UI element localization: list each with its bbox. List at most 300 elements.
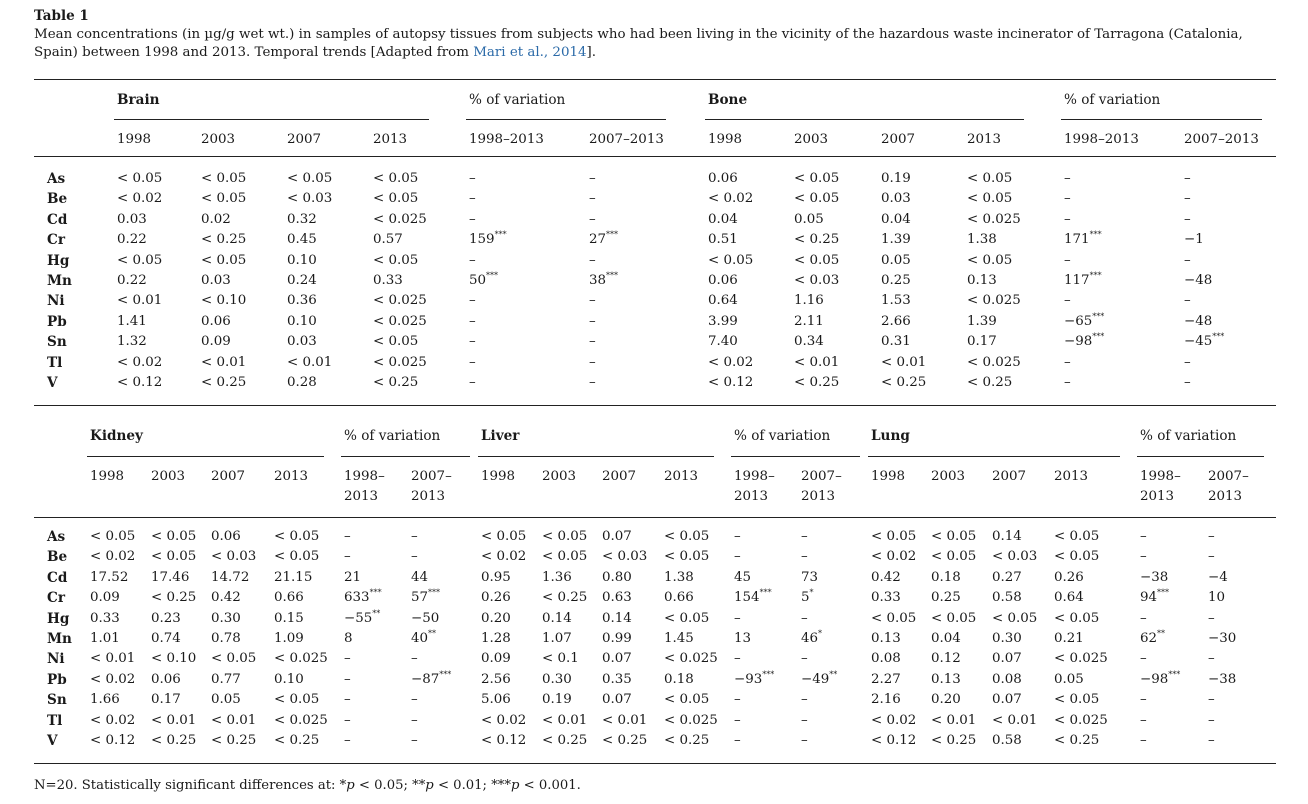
caption-end: ]. [586, 45, 596, 60]
table-cell: 0.26 [1054, 569, 1084, 585]
table-cell: 0.07 [602, 651, 632, 667]
table-cell: – [734, 712, 741, 728]
table-cell: 0.58 [992, 590, 1022, 606]
table-cell: < 0.01 [542, 712, 588, 728]
table-cell: 94*** [1140, 588, 1170, 606]
table-cell: 73 [801, 569, 819, 585]
table-cell: < 0.05 [794, 252, 840, 268]
table-cell: – [344, 712, 351, 728]
table-cell: < 0.12 [871, 733, 917, 748]
table-cell: – [1140, 549, 1147, 565]
table-cell: 2.56 [481, 671, 511, 687]
table-cell: < 0.05 [871, 529, 917, 544]
table-cell: < 0.025 [274, 651, 328, 667]
table-cell: – [734, 651, 741, 667]
table-cell: – [589, 171, 596, 186]
column-header: 2007 [992, 469, 1027, 484]
table-cell: – [734, 549, 741, 565]
element-label: Pb [47, 671, 67, 688]
table-cell: < 0.25 [151, 733, 197, 748]
table-cell: 0.09 [90, 590, 120, 606]
table-cell: – [1208, 610, 1215, 626]
element-label: Pb [47, 313, 67, 330]
group-header: % of variation [1064, 92, 1161, 108]
table-cell: −38 [1140, 569, 1169, 585]
table-cell: < 0.02 [871, 549, 917, 565]
table-cell: < 0.05 [967, 252, 1013, 268]
table-cell: – [1064, 252, 1071, 268]
table-cell: < 0.025 [967, 211, 1021, 227]
table-cell: 0.10 [287, 313, 317, 329]
table-cell: 117*** [1064, 271, 1102, 288]
table-cell: < 0.05 [1054, 529, 1100, 544]
table-cell: 38*** [589, 271, 619, 288]
table-cell: 0.24 [287, 273, 317, 288]
column-header: 2007–2013 [589, 132, 664, 147]
group-header: % of variation [469, 92, 566, 108]
table-cell: – [1208, 733, 1215, 748]
table-cell: < 0.025 [1054, 712, 1108, 728]
table-cell: < 0.12 [481, 733, 527, 748]
table-cell: < 0.025 [664, 651, 718, 667]
group-header: Liver [481, 428, 520, 444]
group-underline [868, 456, 1120, 457]
column-header: 2007 [602, 469, 637, 484]
table-cell: < 0.25 [201, 375, 247, 390]
table-cell: 0.36 [287, 293, 317, 309]
table-cell: < 0.03 [211, 549, 257, 565]
table-cell: – [801, 712, 808, 728]
table-cell: 0.12 [931, 651, 961, 667]
table-cell: 0.03 [287, 334, 317, 350]
table-cell: < 0.05 [664, 610, 710, 626]
table-cell: −87*** [411, 669, 452, 687]
header-rule [34, 156, 1276, 157]
table-cell: 0.95 [481, 569, 511, 585]
column-header: 2013 [373, 132, 408, 147]
table-cell: < 0.01 [992, 712, 1038, 728]
table-cell: – [734, 692, 741, 708]
section-rule [34, 405, 1276, 406]
table-cell: 0.09 [481, 651, 511, 667]
table-cell: 0.30 [992, 631, 1022, 646]
table-cell: 0.06 [708, 273, 738, 288]
table-cell: – [469, 354, 476, 370]
table-cell: – [734, 610, 741, 626]
table-cell: −98*** [1064, 332, 1105, 350]
table-cell: < 0.05 [211, 651, 257, 667]
column-header: 2007 [881, 132, 916, 147]
column-header: 2013 [274, 469, 309, 484]
table-cell: 1.01 [90, 631, 120, 646]
table-cell: −65*** [1064, 311, 1105, 329]
table-cell: < 0.05 [90, 529, 136, 544]
table-cell: 1.45 [664, 631, 694, 646]
column-header: 1998–2013 [469, 132, 544, 147]
column-header: 2003 [542, 469, 577, 484]
table-cell: – [1184, 293, 1191, 309]
element-label: Be [47, 191, 68, 208]
table-cell: – [734, 529, 741, 544]
column-header: 2013 [1054, 469, 1089, 484]
table-cell: < 0.25 [542, 733, 588, 748]
table-cell: 0.07 [602, 692, 632, 708]
table-cell: – [1140, 733, 1147, 748]
table-cell: 1.66 [90, 692, 120, 708]
table-cell: < 0.02 [90, 712, 136, 728]
table-cell: 633*** [344, 588, 382, 606]
table-cell: – [344, 651, 351, 667]
table-cell: – [1184, 375, 1191, 390]
table-cell: – [801, 651, 808, 667]
table-cell: 0.74 [151, 631, 181, 646]
column-header: 2007– 2013 [801, 469, 842, 504]
table-cell: 5.06 [481, 692, 511, 708]
table-cell: – [411, 651, 418, 667]
table-cell: 0.34 [794, 334, 824, 350]
table-cell: – [1208, 651, 1215, 667]
table-cell: 0.04 [708, 211, 738, 227]
table-cell: – [344, 529, 351, 544]
table-cell: < 0.25 [201, 232, 247, 248]
element-label: Mn [47, 273, 72, 289]
table-cell: < 0.025 [373, 313, 427, 329]
table-cell: 0.13 [931, 671, 961, 687]
table-cell: < 0.05 [664, 529, 710, 544]
table-cell: −45*** [1184, 332, 1225, 350]
table-cell: < 0.05 [967, 171, 1013, 186]
table-cell: < 0.03 [287, 191, 333, 207]
table-cell: 0.27 [992, 569, 1022, 585]
column-header: 1998– 2013 [1140, 469, 1181, 504]
table-cell: 0.04 [881, 211, 911, 227]
table-cell: 0.14 [542, 610, 572, 626]
table-cell: 0.33 [871, 590, 901, 606]
table-cell: – [734, 733, 741, 748]
table-cell: < 0.25 [542, 590, 588, 606]
table-cell: – [1064, 293, 1071, 309]
table-cell: < 0.05 [287, 171, 333, 186]
table-cell: 0.57 [373, 232, 403, 248]
table-cell: 0.06 [151, 671, 181, 687]
column-header: 1998 [90, 469, 125, 484]
table-cell: 0.33 [373, 273, 403, 288]
table-cell: 0.58 [992, 733, 1022, 748]
table-cell: 171*** [1064, 230, 1102, 248]
table-cell: −48 [1184, 313, 1213, 329]
table-cell: – [1184, 252, 1191, 268]
table-cell: 0.28 [287, 375, 317, 390]
table-cell: 1.39 [881, 232, 911, 248]
table-cell: 0.05 [211, 692, 241, 708]
table-cell: 0.31 [881, 334, 911, 350]
table-cell: < 0.025 [373, 354, 427, 370]
table-cell: < 0.05 [794, 191, 840, 207]
table-cell: – [801, 733, 808, 748]
table-cell: 0.25 [881, 273, 911, 288]
table-cell: < 0.05 [931, 549, 977, 565]
table-cell: < 0.02 [117, 191, 163, 207]
table-cell: < 0.25 [794, 375, 840, 390]
table-cell: < 0.05 [1054, 692, 1100, 708]
table-cell: 0.19 [542, 692, 572, 708]
table-cell: < 0.05 [664, 692, 710, 708]
table-cell: – [589, 334, 596, 350]
table-cell: < 0.05 [794, 171, 840, 186]
table-cell: – [589, 375, 596, 390]
table-cell: – [411, 692, 418, 708]
table-cell: 1.38 [967, 232, 997, 248]
table-cell: – [1064, 211, 1071, 227]
table-cell: −50 [411, 610, 440, 626]
table-cell: 2.11 [794, 313, 824, 329]
table-cell: 0.05 [881, 252, 911, 268]
table-cell: 0.64 [708, 293, 738, 309]
table-cell: < 0.05 [274, 692, 320, 708]
table-cell: < 0.01 [117, 293, 163, 309]
table-cell: 0.20 [481, 610, 511, 626]
table-cell: – [344, 549, 351, 565]
table-cell: 0.18 [931, 569, 961, 585]
table-cell: 57*** [411, 588, 441, 606]
table-cell: – [1064, 354, 1071, 370]
table-cell: – [1064, 375, 1071, 390]
group-header: % of variation [734, 428, 831, 444]
table-cell: 0.64 [1054, 590, 1084, 606]
table-cell: – [411, 712, 418, 728]
table-cell: < 0.05 [274, 529, 320, 544]
element-label: V [47, 375, 58, 391]
table-cell: 3.99 [708, 313, 738, 329]
table-cell: – [1140, 610, 1147, 626]
table-cell: 0.13 [967, 273, 997, 288]
table-cell: 45 [734, 569, 752, 585]
table-cell: 0.09 [201, 334, 231, 350]
table-cell: 13 [734, 631, 752, 646]
table-cell: < 0.25 [664, 733, 710, 748]
table-cell: 0.04 [931, 631, 961, 646]
table-cell: < 0.25 [931, 733, 977, 748]
table-cell: < 0.05 [992, 610, 1038, 626]
table-cell: < 0.01 [931, 712, 977, 728]
table-cell: – [344, 733, 351, 748]
column-header: 1998 [117, 132, 152, 147]
group-header: Bone [708, 92, 748, 108]
group-underline [705, 119, 1024, 120]
element-label: Hg [47, 252, 70, 269]
table-cell: < 0.05 [664, 549, 710, 565]
table-cell: 0.19 [881, 171, 911, 186]
table-cell: 159*** [469, 230, 507, 248]
table-cell: < 0.05 [151, 529, 197, 544]
table-cell: – [589, 252, 596, 268]
table-cell: 21.15 [274, 569, 313, 585]
table-cell: 0.07 [602, 529, 632, 544]
table-cell: – [801, 610, 808, 626]
table-cell: < 0.25 [967, 375, 1013, 390]
bottom-rule [34, 763, 1276, 764]
table-cell: 1.09 [274, 631, 304, 646]
column-header: 2007–2013 [1184, 132, 1259, 147]
table-cell: 27*** [589, 230, 619, 248]
table-cell: < 0.02 [871, 712, 917, 728]
table-cell: < 0.1 [542, 651, 579, 667]
table-cell: – [1140, 692, 1147, 708]
table-cell: 17.52 [90, 569, 129, 585]
table-cell: 7.40 [708, 334, 738, 350]
table-cell: – [1184, 211, 1191, 227]
table-cell: 0.03 [117, 211, 147, 227]
caption-text: Mean concentrations (in µg/g wet wt.) in samples of autopsy tissues from subjects who had been living in the vicinity of the hazardous waste incinerator of Tarragona (Catalonia, Spain) between 1998 and 2013. Temporal trends [Adapted from [34, 27, 1243, 60]
table-cell: < 0.02 [90, 549, 136, 565]
table-cell: – [1140, 529, 1147, 544]
table-cell: – [801, 692, 808, 708]
group-header: Brain [117, 92, 160, 108]
table-cell: 0.02 [201, 211, 231, 227]
table-cell: < 0.05 [151, 549, 197, 565]
group-underline [87, 456, 324, 457]
group-header: % of variation [1140, 428, 1237, 444]
table-cell: 0.30 [211, 610, 241, 626]
table-cell: < 0.03 [794, 273, 840, 288]
table-cell: – [469, 293, 476, 309]
table-cell: < 0.05 [274, 549, 320, 565]
table-cell: −38 [1208, 671, 1237, 687]
table-cell: 5* [801, 588, 814, 606]
table-cell: 0.30 [542, 671, 572, 687]
header-rule [34, 517, 1276, 518]
table-cell: 0.22 [117, 273, 147, 288]
group-underline [341, 456, 470, 457]
table-cell: < 0.02 [708, 354, 754, 370]
table-cell: – [1208, 712, 1215, 728]
table-cell: < 0.025 [664, 712, 718, 728]
table-cell: < 0.25 [1054, 733, 1100, 748]
table-cell: 0.80 [602, 569, 632, 585]
table-cell: – [801, 529, 808, 544]
table-cell: 0.45 [287, 232, 317, 248]
table-cell: < 0.25 [274, 733, 320, 748]
table-cell: – [469, 313, 476, 329]
top-rule [34, 79, 1276, 80]
table-cell: < 0.025 [373, 211, 427, 227]
table-cell: < 0.01 [287, 354, 333, 370]
table-cell: 0.21 [1054, 631, 1084, 646]
table-cell: – [589, 354, 596, 370]
group-header: % of variation [344, 428, 441, 444]
table-cell: < 0.01 [881, 354, 927, 370]
table-cell: 17.46 [151, 569, 190, 585]
table-label: Table 1 [34, 8, 89, 24]
table-cell: – [1064, 171, 1071, 186]
table-cell: 0.15 [274, 610, 304, 626]
table-cell: −4 [1208, 569, 1228, 585]
group-underline [478, 456, 714, 457]
table-cell: – [589, 211, 596, 227]
table-cell: < 0.05 [373, 191, 419, 207]
table-cell: – [469, 211, 476, 227]
table-cell: < 0.05 [481, 529, 527, 544]
column-header: 2007 [211, 469, 246, 484]
table-cell: < 0.02 [90, 671, 136, 687]
table-cell: < 0.025 [1054, 651, 1108, 667]
reference-link[interactable]: Mari et al., 2014 [473, 45, 587, 60]
element-label: As [47, 171, 66, 187]
element-label: Be [47, 549, 68, 566]
table-cell: – [1184, 354, 1191, 370]
table-cell: 0.33 [90, 610, 120, 626]
table-cell: 0.22 [117, 232, 147, 248]
column-header: 1998– 2013 [344, 469, 385, 504]
table-cell: < 0.25 [211, 733, 257, 748]
table-cell: 1.41 [117, 313, 147, 329]
table-cell: 0.07 [992, 692, 1022, 708]
table-cell: 0.08 [992, 671, 1022, 687]
group-underline [114, 119, 429, 120]
element-label: Tl [47, 354, 63, 371]
table-cell: 0.06 [211, 529, 241, 544]
table-cell: – [1184, 171, 1191, 186]
table-cell: < 0.25 [794, 232, 840, 248]
table-cell: < 0.25 [373, 375, 419, 390]
table-cell: 0.05 [1054, 671, 1084, 687]
table-cell: < 0.05 [708, 252, 754, 268]
table-cell: < 0.01 [602, 712, 648, 728]
table-cell: < 0.05 [117, 252, 163, 268]
group-underline [466, 119, 666, 120]
table-cell: −1 [1184, 232, 1204, 248]
table-cell: 21 [344, 569, 362, 585]
table-cell: 0.63 [602, 590, 632, 606]
table-cell: < 0.25 [881, 375, 927, 390]
group-header: Lung [871, 428, 910, 444]
table-cell: < 0.03 [602, 549, 648, 565]
table-cell: −48 [1184, 273, 1213, 288]
table-cell: 1.36 [542, 569, 572, 585]
column-header: 2003 [151, 469, 186, 484]
table-cell: 0.32 [287, 211, 317, 227]
table-cell: < 0.025 [967, 354, 1021, 370]
table-cell: 1.53 [881, 293, 911, 309]
table-cell: < 0.02 [481, 712, 527, 728]
table-page [34, 8, 1276, 793]
table-cell: 0.03 [881, 191, 911, 207]
table-cell: < 0.01 [201, 354, 247, 370]
table-cell: 0.05 [794, 211, 824, 227]
column-header: 2013 [664, 469, 699, 484]
table-cell: – [1140, 651, 1147, 667]
table-cell: < 0.025 [967, 293, 1021, 309]
table-cell: < 0.02 [117, 354, 163, 370]
group-underline [1061, 119, 1262, 120]
table-cell: – [469, 375, 476, 390]
table-cell: < 0.12 [708, 375, 754, 390]
table-cell: < 0.02 [708, 191, 754, 207]
table-cell: 50*** [469, 271, 499, 288]
table-cell: 1.38 [664, 569, 694, 585]
column-header: 1998–2013 [1064, 132, 1139, 147]
column-header: 2003 [794, 132, 829, 147]
element-label: Hg [47, 610, 70, 627]
column-header: 1998– 2013 [734, 469, 775, 504]
table-cell: −30 [1208, 631, 1237, 646]
table-cell: 0.42 [871, 569, 901, 585]
group-header: Kidney [90, 428, 143, 444]
table-cell: 0.03 [201, 273, 231, 288]
table-cell: 0.66 [274, 590, 304, 606]
table-cell: < 0.05 [201, 252, 247, 268]
table-cell: −55** [344, 608, 381, 626]
